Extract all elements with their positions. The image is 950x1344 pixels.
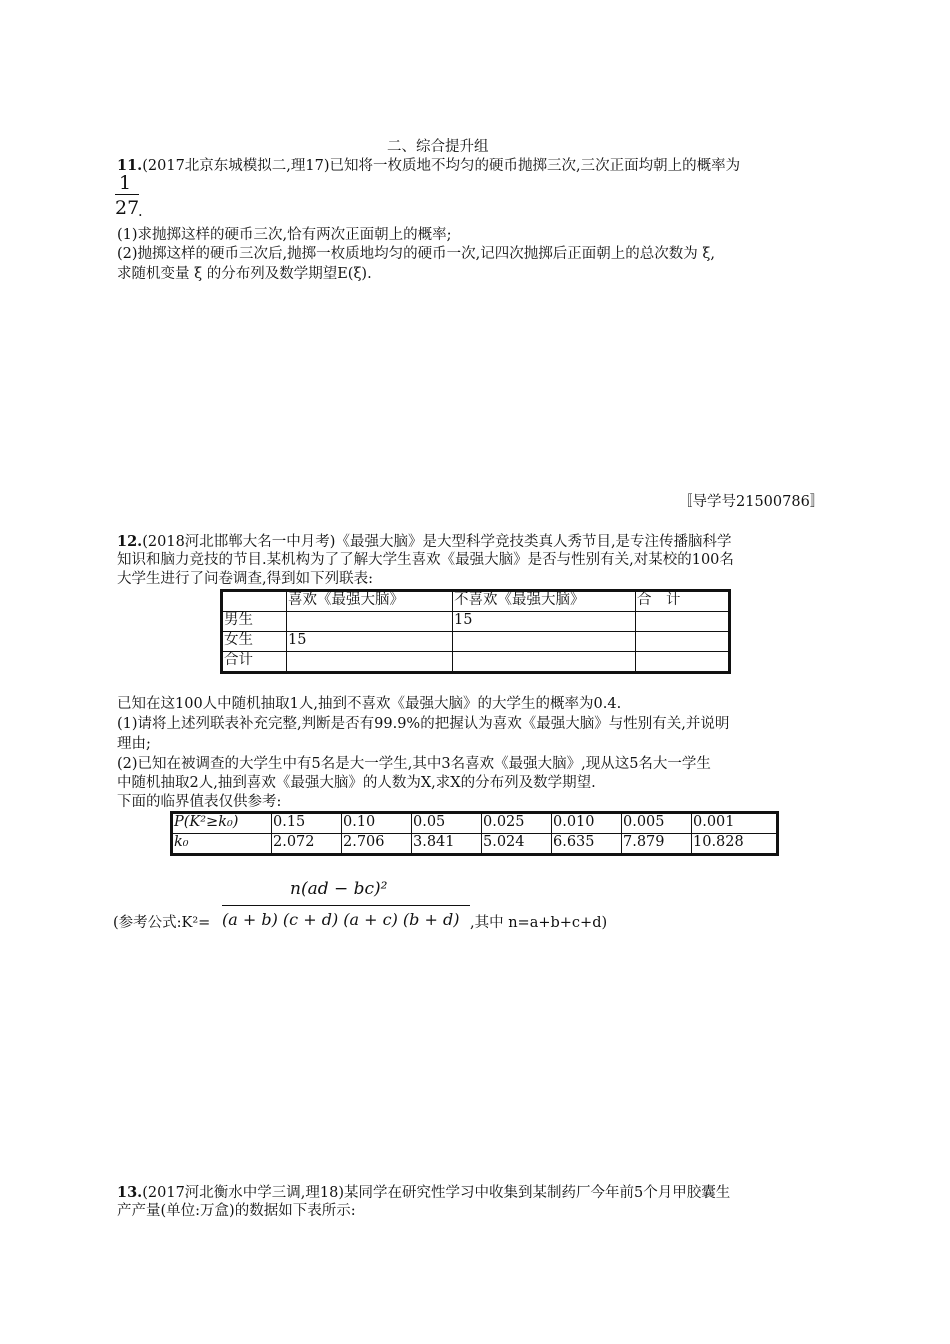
q11-part2: (2)抛掷这样的硬币三次后,抛掷一枚质地均匀的硬币一次,记四次抛掷后正面朝上的总次数为 ξ,	[117, 246, 715, 262]
q11-fraction-denominator: 27	[115, 197, 140, 219]
q12-line4: 已知在这100人中随机抽取1人,抽到不喜欢《最强大脑》的大学生的概率为0.4.	[117, 696, 622, 712]
q11-fraction-bar	[115, 194, 139, 195]
q12-line3: 大学生进行了问卷调查,得到如下列联表:	[117, 571, 373, 587]
table-cell: 7.879	[622, 834, 692, 854]
table-cell: 0.025	[482, 814, 552, 834]
table-cell: 不喜欢《最强大脑》	[453, 592, 636, 612]
table-cell	[453, 652, 636, 672]
table-cell	[223, 592, 287, 612]
table-cell: 合计	[223, 652, 287, 672]
q12-ref-intro: 下面的临界值表仅供参考:	[117, 794, 282, 810]
table-cell: 喜欢《最强大脑》	[287, 592, 453, 612]
table-cell	[636, 612, 729, 632]
q12-part2a: (2)已知在被调查的大学生中有5名是大一学生,其中3名喜欢《最强大脑》,现从这5名大一学生	[117, 756, 711, 772]
q11-part2b: 求随机变量 ξ 的分布列及数学期望E(ξ).	[117, 266, 372, 282]
table-cell: 6.635	[552, 834, 622, 854]
q12-part1b: 理由;	[117, 736, 151, 752]
table-row	[223, 592, 729, 612]
table-cell: 0.010	[552, 814, 622, 834]
q13-line1-text: (2017河北衡水中学三调,理18)某同学在研究性学习中收集到某制药厂今年前5个月甲胶囊生	[142, 1185, 731, 1201]
table-cell: 合 计	[636, 592, 729, 612]
table-cell: k₀	[173, 834, 272, 854]
q13-line1	[117, 1183, 730, 1203]
table-row	[173, 814, 777, 834]
q12-line1	[117, 532, 732, 552]
table-cell	[636, 652, 729, 672]
q13-line2: 产产量(单位:万盒)的数据如下表所示:	[117, 1203, 356, 1219]
table-cell: 0.005	[622, 814, 692, 834]
table-cell: 0.05	[412, 814, 482, 834]
table-cell: 15	[287, 632, 453, 652]
table-cell: P(K²≥k₀)	[173, 814, 272, 834]
table-cell: 2.072	[272, 834, 342, 854]
table-cell: 女生	[223, 632, 287, 652]
table-cell: 0.10	[342, 814, 412, 834]
q13-number: 13.	[117, 1184, 143, 1201]
table-cell: 2.706	[342, 834, 412, 854]
formula-suffix: ,其中 n=a+b+c+d)	[470, 915, 608, 931]
table-cell: 15	[453, 612, 636, 632]
table-cell: 3.841	[412, 834, 482, 854]
table-cell	[636, 632, 729, 652]
q11-number: 11.	[117, 157, 143, 174]
q12-line1-text: (2018河北邯郸大名一中月考)《最强大脑》是大型科学竞技类真人秀节目,是专注传播脑科学	[142, 534, 732, 550]
table-cell: 5.024	[482, 834, 552, 854]
table-cell	[453, 632, 636, 652]
formula-fraction-bar	[222, 905, 470, 906]
table-cell: 0.001	[692, 814, 777, 834]
table-cell: 男生	[223, 612, 287, 632]
q12-part1a: (1)请将上述列联表补充完整,判断是否有99.9%的把握认为喜欢《最强大脑》与性别有关,并说明	[117, 716, 730, 732]
q12-part2b: 中随机抽取2人,抽到喜欢《最强大脑》的人数为X,求X的分布列及数学期望.	[117, 775, 596, 791]
q11-fraction-numerator: 1	[119, 172, 132, 194]
table-row	[223, 652, 729, 672]
table-row	[223, 632, 729, 652]
q11-line1	[117, 156, 740, 176]
q11-guide-number: 〚导学号21500786〛	[678, 494, 825, 510]
table-row	[223, 612, 729, 632]
section-title: 二、综合提升组	[387, 139, 489, 155]
q12-line2: 知识和脑力竞技的节目.某机构为了了解大学生喜欢《最强大脑》是否与性别有关,对某校的100名	[117, 552, 734, 568]
formula-numerator: n(ad − bc)²	[290, 879, 388, 899]
table-cell	[287, 652, 453, 672]
table-cell: 0.15	[272, 814, 342, 834]
q12-number: 12.	[117, 533, 143, 550]
q11-part1: (1)求抛掷这样的硬币三次,恰有两次正面朝上的概率;	[117, 227, 452, 243]
formula-denominator: (a + b) (c + d) (a + c) (b + d)	[222, 910, 460, 929]
formula-prefix: (参考公式:K²=	[113, 915, 211, 931]
critical-value-table	[172, 813, 777, 854]
contingency-table	[222, 591, 729, 672]
q11-fraction-tail: .	[138, 204, 143, 220]
table-cell: 10.828	[692, 834, 777, 854]
table-cell	[287, 612, 453, 632]
table-row	[173, 834, 777, 854]
q11-text: (2017北京东城模拟二,理17)已知将一枚质地不均匀的硬币抛掷三次,三次正面均朝上的概率为	[142, 158, 741, 174]
